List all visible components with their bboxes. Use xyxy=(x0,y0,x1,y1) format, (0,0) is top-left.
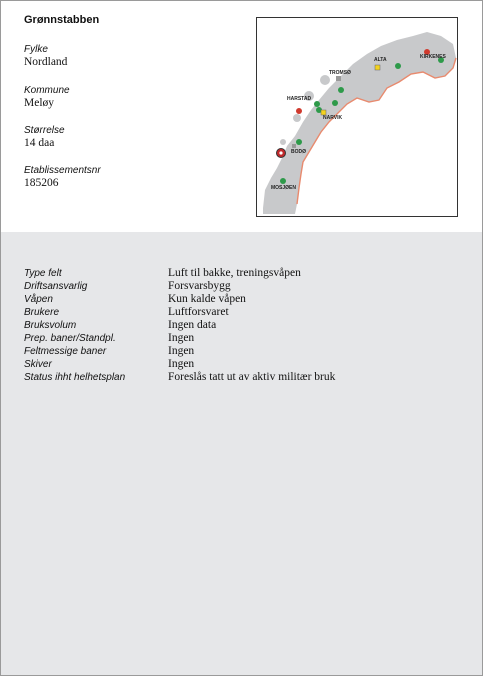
detail-value: Ingen xyxy=(168,345,195,357)
field-storrelse xyxy=(24,125,65,150)
table-row xyxy=(24,319,335,332)
field-value: Nordland xyxy=(24,56,68,68)
map-marker-green xyxy=(296,139,302,145)
map-label-kirkenes: KIRKENES xyxy=(420,54,446,60)
map-svg xyxy=(257,18,457,216)
detail-value: Luftforsvaret xyxy=(168,306,229,318)
detail-value: Forsvarsbygg xyxy=(168,280,231,292)
map-label-bodo: BODØ xyxy=(291,149,306,155)
detail-key: Brukere xyxy=(24,307,60,318)
field-value: 14 daa xyxy=(24,137,55,149)
table-row xyxy=(24,332,335,345)
map-label-alta: ALTA xyxy=(374,57,387,63)
detail-key: Bruksvolum xyxy=(24,320,77,331)
detail-key: Status ihht helhetsplan xyxy=(24,372,126,383)
field-label: Kommune xyxy=(24,85,70,96)
field-label: Etablissementsnr xyxy=(24,165,101,176)
detail-key: Våpen xyxy=(24,294,53,305)
map-marker-grey xyxy=(336,76,341,81)
map-island xyxy=(280,139,286,145)
map-marker-green xyxy=(314,101,320,107)
table-row xyxy=(24,267,335,280)
map-label-harstad: HARSTAD xyxy=(287,96,312,102)
map-marker-green xyxy=(332,100,338,106)
field-value: 185206 xyxy=(24,177,59,189)
map-island xyxy=(320,75,330,85)
field-label: Størrelse xyxy=(24,125,65,136)
detail-value: Ingen data xyxy=(168,319,217,331)
detail-value: Luft til bakke, treningsvåpen xyxy=(168,267,301,279)
detail-value: Foreslås tatt ut av aktiv militær bruk xyxy=(168,371,336,383)
details-table xyxy=(24,267,335,384)
table-row xyxy=(24,358,335,371)
map-label-narvik: NARVIK xyxy=(323,115,343,121)
map-marker-grey xyxy=(292,144,296,148)
table-row xyxy=(24,280,335,293)
field-kommune xyxy=(24,85,70,110)
detail-value: Ingen xyxy=(168,358,195,370)
map-marker-green xyxy=(338,87,344,93)
map-label-tromso: TROMSØ xyxy=(329,70,351,76)
map-marker-yellow xyxy=(375,65,380,70)
detail-key: Type felt xyxy=(24,268,62,279)
map-marker-selected-center xyxy=(279,151,282,154)
page-title: Grønnstabben xyxy=(24,14,100,26)
table-row xyxy=(24,306,335,319)
field-label: Fylke xyxy=(24,44,48,55)
detail-key: Driftsansvarlig xyxy=(24,281,88,292)
detail-key: Feltmessige baner xyxy=(24,346,107,357)
location-map xyxy=(256,17,458,217)
table-row xyxy=(24,371,335,384)
map-marker-green xyxy=(395,63,401,69)
field-etablissementsnr xyxy=(24,165,101,190)
table-row xyxy=(24,293,335,306)
field-fylke xyxy=(24,44,67,69)
table-row xyxy=(24,345,335,358)
field-value: Meløy xyxy=(24,97,55,109)
map-marker-green xyxy=(280,178,286,184)
detail-key: Prep. baner/Standpl. xyxy=(24,333,116,344)
detail-value: Ingen xyxy=(168,332,195,344)
map-label-mosjoen: MOSJØEN xyxy=(271,185,297,191)
map-island xyxy=(293,114,301,122)
detail-value: Kun kalde våpen xyxy=(168,293,246,305)
map-marker-red xyxy=(296,108,302,114)
detail-key: Skiver xyxy=(24,359,52,370)
